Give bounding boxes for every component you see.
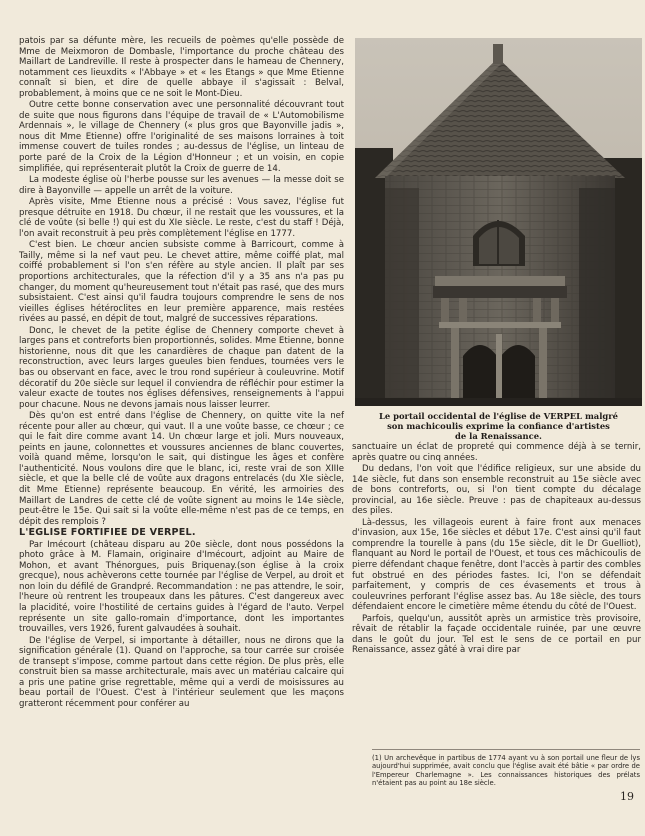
paragraph: Outre cette bonne conservation avec une personnalité découvrant tout de suite que nous figurons dans l'équipe de travail de « L'Automobilisme Ardennais », le village de Chennery (« plus gros que Bayonville jadis », nous dit Mme Etienne) offre l'originalité de ses maisons lorraines à toit immense couvert de tuiles rondes ; au-dessus de l'église, un linteau de porte paré de la Croix de la Légion d'Honneur ; et un voisin, en copie simplifiée, qui représenterait plutôt la Croix de guerre de 14. bbox=[19, 100, 344, 174]
left-text-column bbox=[19, 36, 344, 710]
paragraph: Donc, le chevet de la petite église de Chennery comporte chevet à larges pans et contreforts bien proportionnés, solides. Mme Etienne, bonne historienne, nous dit que les canardières de chaque pan datent de la reconstruction, avec leurs larges gueules bien fendues, tournées vers le bas ou observant en face, avec le trou rond supérieur à couleuvrine. Motif décoratif du 20e siècle sur lequel il conviendra de réfléchir pour estimer la valeur exacte de toutes nos églises défensives, renseignements à l'appui pour chacune. Nous ne devons jamais nous laisser leurrer. bbox=[19, 325, 344, 410]
caption-line: Le portail occidental de l'église de VERPEL malgré bbox=[378, 411, 619, 421]
paragraph: De l'église de Verpel, si importante à détailler, nous ne dirons que la signification générale (1). Quand on l'approche, sa tour carrée sur croisée de transept s'impose, comme partout dans cette région. De plus près, elle construit bien sa masse architecturale, mais avec un matériau calcaire qui a pris une patine grise regrettable, même qui a verdi de moisissures au beau portail de l'Ouest. C'est à l'intérieur seulement que les maçons gratteront récemment pour conférer au bbox=[19, 635, 344, 709]
footnote: (1) Un archevêque in partibus de 1774 ayant vu à son portail une fleur de lys aujourd'hui supprimée, avait conclu que l'église avait été bâtie « par ordre de l'Empereur Charlemagne ». Les connaissances historiques des prélats n'étaient pas au point au 18e siècle. bbox=[372, 754, 640, 788]
caption-line: de la Renaissance. bbox=[455, 431, 542, 441]
paragraph: C'est bien. Le chœur ancien subsiste comme à Barricourt, comme à Tailly, même si la nef vaut peu. Le chevet attire, même coiffé plat, mal coiffé probablement si l'on s'en réfère au style ancien. Il plaît par ses proportions architecturales, que la réfection d'il y a 35 ans n'a pas pu changer, du moment qu'heureusement tout n'était pas rasé, que des murs subsistaient. C'est ainsi qu'il faudra toujours comprendre le sens de nos vieilles églises hétéroclites en leur première apparence, mais restées rivées au passé, en dépit de tout, malgré de successives réparations. bbox=[19, 240, 344, 325]
paragraph: Là-dessus, les villageois eurent à faire front aux menaces d'invasion, aux 15e, 16e siècles et début 17e. C'est ainsi qu'il faut comprendre la tourelle à pans (du 15e siècle, dit le Dr Guelliot), flanquant au Nord le portail de l'Ouest, et tous ces mâchicoulis de pierre défendant chaque fenêtre, dont l'accès à partir des combles fut obstrué en des périodes fastes. Ici, l'on se défendait parfaitement, y compris de ces évasements et trous à couleuvrines perforant l'église assez bas. Au 18e siècle, des tours défendaient encore le cimetière même étendu du côté de l'Ouest. bbox=[352, 517, 641, 613]
church-portal-photo bbox=[355, 38, 642, 406]
paragraph: Du dedans, l'on voit que l'édifice religieux, sur une abside du 14e siècle, fut dans son ensemble reconstruit au 15e siècle avec de bons contreforts, ou, si l'on tient compte du décalage provincial, au 16e siècle. Preuve : pas de chapiteaux au-dessus des piles. bbox=[352, 464, 641, 517]
paragraph: sanctuaire un éclat de propreté qui commence déjà à se ternir, après quatre ou cinq années. bbox=[352, 442, 641, 463]
paragraph: Par Imécourt (château disparu au 20e siècle, dont nous possédons la photo grâce à M. Flamain, originaire d'Imécourt, adjoint au Maire de Mohon, et avant Thénorgues, puis Briquenay.(son église à la croix grecque), nous achèverons cette tournée par l'église de Verpel, au droit et non loin du défilé de Grandpré. Recommandation : ne pas attendre, le soir, l'heure où rentrent les troupeaux dans les pâtures. C'est dangereux avec la placidité, voire l'hostilité de certains guides à l'égard de l'auto. Verpel représente un site gallo-romain d'importance, dont les importantes trouvailles, vers 1926, furent galvaudées à souhait. bbox=[19, 539, 344, 635]
footnote-divider bbox=[372, 749, 640, 750]
paragraph: La modeste église où l'herbe pousse sur les avenues — la messe doit se dire à Bayonville — appelle un arrêt de la voiture. bbox=[19, 175, 344, 196]
section-heading: L'EGLISE FORTIFIEE DE VERPEL. bbox=[19, 527, 196, 539]
paragraph: Dès qu'on est entré dans l'église de Chennery, on quitte vite la nef récente pour aller au chœur, qui vaut. Il a une voûte basse, ce chœur ; ce qui le fait dire comme avant 14. Un chœur large et joli. Murs nouveaux, peints en jaune, colonnettes et voussures anciennes de blanc couvertes, voilà quand même, lorsqu'on le sait, qui distingue les âges et confère l'authenticité. Nous voulons dire que le blanc, ici, reste vrai de son XIIIe siècle, et que la belle clé de voûte aux dragons entrelacés (du XIe siècle, dit Mme Etienne) représente beaucoup. En vérité, les armoiries des Maillart de Landres de cette clé de voûte signent au moins le 14e siècle, peut-être le 15e. Qui sait si la voûte elle-même n'est pas de ce temps, en dépit des remplois ? bbox=[19, 411, 344, 527]
paragraph: Parfois, quelqu'un, aussitôt après un armistice très provisoire, rêvait de rétablir la façade occidentale ruinée, par une œuvre dans le goût du jour. Tel est le sens de ce portail en pur Renaissance, assez gâté à vrai dire par bbox=[352, 613, 641, 656]
paragraph: Après visite, Mme Etienne nous a précisé : Vous savez, l'église fut presque détruite en 1918. Du chœur, il ne restait que les voussures, et la clé de voûte (si belle !) qui est du XIe siècle. Le reste, c'est du staff ! Déjà, l'on avait reconstruit à peu près complètement l'église en 1777. bbox=[19, 197, 344, 239]
paragraph: patois par sa défunte mère, les recueils de poèmes qu'elle possède de Mme de Meixmoron de Dombasle, l'importance du proche château des Maillart de Landreville. Il reste à prospecter dans le hameau de Chennery, notamment ces lieuxdits « l'Abbaye » et « les Etangs » que Mme Etienne connaît si bien, et dire de quelle abbaye il s'agissait : Belval, probablement, à moins que ce ne soit le Mont-Dieu. bbox=[19, 36, 344, 99]
photo-caption bbox=[355, 411, 642, 441]
right-text-column bbox=[352, 442, 641, 657]
page-number: 19 bbox=[620, 790, 634, 803]
caption-line: son machicoulis exprime la confiance d'artistes bbox=[387, 421, 610, 431]
